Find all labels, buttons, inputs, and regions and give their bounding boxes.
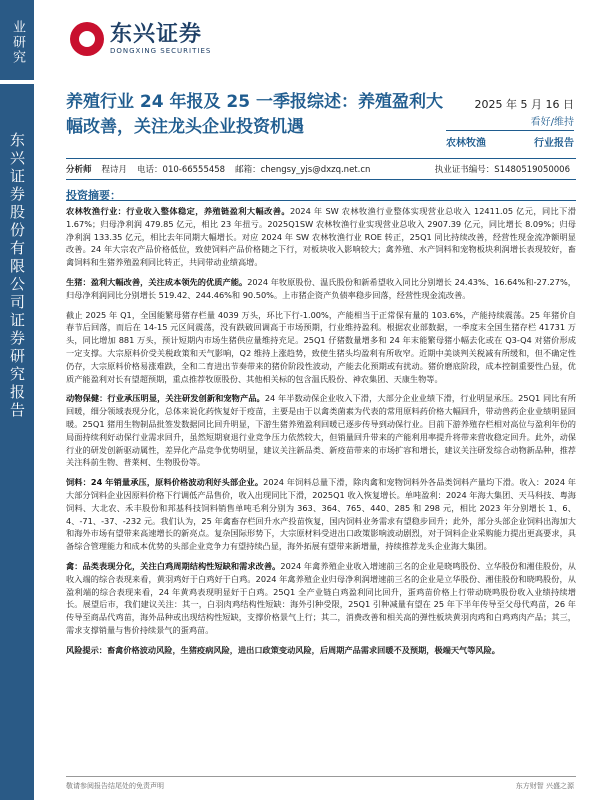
- report-date: 2025 年 5 月 16 日: [474, 98, 574, 111]
- report-title: 养殖行业 24 年报及 25 一季报综述：养殖盈利大幅改善，关注龙头企业投资机遇: [66, 92, 443, 137]
- footer-divider: [66, 776, 576, 777]
- report-type-label: 行业报告: [534, 138, 574, 149]
- rating-label: 看好/维持: [446, 113, 574, 131]
- analyst-phone: 电话：010-66555458: [137, 165, 226, 175]
- logo-text: [110, 23, 211, 55]
- abstract-body: [66, 205, 576, 664]
- paragraph: 动物保健：行业承压明显，关注研发创新和宠物产品。24 年半数动保企业收入下滑，大部分企业业绩下滑，行业明显承压。25Q1 同比有所回暖，细分领域表现分化，总体来说化药恢复好于疫苗，主要是由于以禽类菌素为代表的常用原料药价格大幅回升，带动兽药企业业绩明显回暖。25Q1 猪用生物制品批签发数据同比回升明显，下游生猪养殖盈利回暖已逐步传导到动保行业。目前下游养殖存栏相对高位与盈利年份的局面持续利好动保行业需求回升，虽然短期衰退行业竞争压力依然较大，但销量回升带来的产能利用率提升将带来营收稳定回升。此外，动保行业的研发创新驱动属性，差异化产品竞争优势明显，建议关注新品类、新疫苗带来的市场扩容和增长，建议关注研发综合动物新品种，推荐关注科前生物、普莱柯、生物股份等。: [66, 393, 576, 468]
- company-logo: [70, 22, 211, 56]
- analyst-email: 邮箱：chengsy_yjs@dxzq.net.cn: [235, 165, 371, 175]
- abstract-divider: [66, 200, 576, 201]
- logo-en: DONGXING SECURITIES: [110, 47, 212, 55]
- paragraph: 禽：品类表现分化，关注白鸡周期结构性短缺和需求改善。2024 年禽养殖企业收入增速前三名的企业是晓鸣股份、立华股份和湘佳股份，从收入端的综合表现来看，黄羽鸡好于白鸡好于白鸡。2024 年禽养殖企业归母净利润增速前三名的企业是立华股份、湘佳股份和晓鸣股份，从盈利端的综合表现来看，24 年黄鸡表现明显好于白鸡。25Q1 全产业链白鸡盈利同比回升，蛋鸡苗价格上行带动晓鸣股份收入业绩持续增长。展望后市，我们建议关注：其一，白羽肉鸡结构性短缺：海外引种受限，25Q1 引种减量有望在 25 年下半年传导至父母代鸡苗，26 年传导至商品代鸡苗，海外品种或出现结构性短缺，支撑价格景气上行；其二，消费改善和相关高的弹性板块黄羽肉鸡和白鸡鸡肉产品；其三，需求支撑销量与售价持续景气的蛋鸡苗。: [66, 560, 576, 635]
- tag-row: [446, 134, 574, 149]
- sector-label: 农林牧渔: [446, 138, 486, 149]
- sidebar-top-label: 业研究: [0, 0, 34, 84]
- logo-cn: 东兴证券: [110, 22, 203, 47]
- paragraph: 农林牧渔行业：行业收入整体稳定，养殖链盈利大幅改善。2024 年 SW 农林牧渔行业整体实现营业总收入 12411.05 亿元，同比下滑 1.67%；归母净利润 479.85 亿元，相比 23 年扭亏。2025Q1SW 农林牧渔行业实现营业总收入 2907.39 亿元，同比增长 8.09%；归母净利润 133.35 亿元，相比去年同期大幅增长。对应 2024 年 SW 农林牧渔行业 ROE 转正，25Q1 同比持续改善，经营性现金流净额明显改善。24 年大宗农产品价格低位，致使饲料产品价格随之下行，对板块收入影响较大；禽养殖、水产饲料和宠物板块利润增长表现较好，畜禽饲料和生猪养殖盈利同比转正，共同带动业绩高增。: [66, 206, 576, 268]
- analyst-name: 程诗月: [101, 165, 128, 175]
- paragraph: 饲料：24 年销量承压，原料价格波动利好头部企业。2024 年饲料总量下滑，除肉禽和宠物饲料外各品类饲料产量均下滑。收入：2024 年大部分饲料企业因原料价格下行调低产品售价，收入出现同比下滑，2025Q1 收入恢复增长。单吨盈利：2024 年海大集团、天马科技、粤海饲料、大北农、禾丰股份和邦基科技饲料销售单吨毛利分别为 363、364、765、440、285 和 298 元，相比 2023 年分别增长 1、6、4、-71、-37、-232 元。我们认为，25 年禽畜存栏回升水产投苗恢复，国内饲料业务需求有望稳步回升；此外，部分头部企业饲料出海加大和海外市场有望带来高速增长的新亮点。复杂国际形势下，大宗原材料受进出口政策影响波动剧烈，对于饲料企业采购能力提出更高要求，具备综合管理能力和成本优势的头部企业竞争力有望持续凸显，海外拓展有望带来新增量，持续推荐龙头企业海大集团。: [66, 477, 576, 552]
- logo-mark-icon: [70, 22, 104, 56]
- analyst-license: 执业证书编号：S1480519050006: [434, 165, 570, 175]
- paragraph: 截止 2025 年 Q1，全国能繁母猪存栏量 4039 万头，环比下行-1.00%，产能相当于正常保有量的 103.6%，产能持续震荡。25 年猪价自春节后回落，而后在 14-15 元区间震荡，没有跌破回调高于市场预期，行业维持盈利。根据农业部数据，一季度末全国生猪存栏 41731 万头，同比增加 881 万头，预计短期内市场生猪供应量维持充足。25Q1 仔猪数量增多和 24 年末能繁母猪小幅去化或在 Q3-Q4 对猪价形成一定支撑。大宗原料价受关税政策和天气影响，Q2 维持上涨趋势，致使生猪头均盈利有所收窄。近期中美谈判关税减有所缓和，但不确定性仍存，大宗原料价格易涨难跌，全和二育进出节奏带来的猪价阶段性波动，产能去化预期或有扰动。猪价磨底阶段，成本控制重要性凸显，优质产能盈利对长有望超预期，重点推荐牧原股份、其他相关标的包含温氏股份、神农集团、天康生物等。: [66, 309, 576, 384]
- report-tags: [446, 113, 574, 149]
- sidebar-main-label: 东兴证券股份有限公司证券研究报告: [0, 84, 34, 800]
- risk-paragraph: 风险提示：畜禽价格波动风险，生猪疫病风险，进出口政策变动风险，后周期产品需求回暖不及预期，极端天气等风险。: [66, 644, 500, 655]
- analyst-bar: [66, 158, 576, 180]
- footer-slogan: 东方财智 兴盛之源: [515, 782, 574, 790]
- sidebar: [0, 0, 34, 800]
- paragraph: 生猪：盈利大幅改善，关注成本领先的优质产能。2024 年牧原股份、温氏股份和新希望收入同比分别增长 24.43%、16.64%和-27.27%，归母净利润同比分别增长 519.42、244.46%和 90.50%。上市猪企资产负债率稳步回落，经营性现金流改善。: [66, 276, 576, 300]
- footer-disclaimer: 敬请参阅报告结尾处的免责声明: [66, 782, 164, 790]
- analyst-label: 分析师: [66, 165, 92, 175]
- abstract-title: 投资摘要：: [66, 189, 121, 202]
